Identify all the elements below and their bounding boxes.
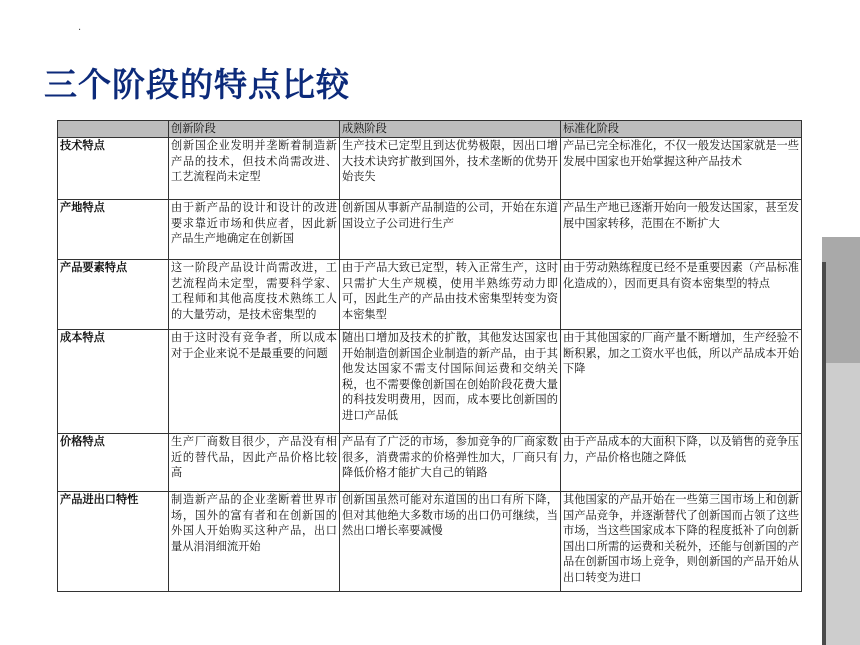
table-cell: 由于其他国家的厂商产量不断增加，生产经验不断积累，加之工资水平也低，所以产品成本开始下降 (561, 330, 802, 434)
table-row (58, 330, 802, 434)
table-cell: 由于产品成本的大面积下降，以及销售的竞争压力，产品价格也随之降低 (561, 434, 802, 492)
table-row (58, 260, 802, 330)
comparison-table (57, 120, 802, 592)
table-cell: 创新国从事新产品制造的公司，开始在东道国设立子公司进行生产 (340, 200, 561, 260)
table-cell: 创新国企业发明并垄断着制造新产品的技术，但技术尚需改进、工艺流程尚未定型 (169, 138, 340, 200)
table-row (58, 138, 802, 200)
table-cell: 产品生产地已逐渐开始向一般发达国家，甚至发展中国家转移，范围在不断扩大 (561, 200, 802, 260)
table-header-row (58, 121, 802, 138)
table-cell: 由于新产品的设计和设计的改进要求靠近市场和供应者，因此新产品生产地确定在创新国 (169, 200, 340, 260)
table-cell: 生产技术已定型且到达优势极限，因出口增大技术诀窍扩散到国外，技术垄断的优势开始丧失 (340, 138, 561, 200)
row-label: 产地特点 (58, 200, 169, 260)
table-cell: 由于产品大致已定型，转入正常生产，这时只需扩大生产规模，使用半熟练劳动力即可，因此生产的产品由技术密集型转变为资本密集型 (340, 260, 561, 330)
table-cell: 这一阶段产品设计尚需改进，工艺流程尚未定型，需要科学家、工程师和其他高度技术熟练工人的大量劳动，是技术密集型的 (169, 260, 340, 330)
table-cell: 创新国虽然可能对东道国的出口有所下降，但对其他绝大多数市场的出口仍可继续，当然出口增长率要减慢 (340, 492, 561, 592)
table-row (58, 200, 802, 260)
table-cell: 生产厂商数目很少，产品没有相近的替代品，因此产品价格比较高 (169, 434, 340, 492)
header-cell: 标准化阶段 (561, 121, 802, 138)
decor-strip (822, 262, 826, 645)
table-row (58, 434, 802, 492)
row-label: 产品进出口特性 (58, 492, 169, 592)
row-label: 价格特点 (58, 434, 169, 492)
header-cell: 创新阶段 (169, 121, 340, 138)
decor-dot: · (78, 25, 82, 36)
decor-bar-light (822, 363, 860, 645)
decor-bar-dark (822, 237, 860, 363)
table-cell: 由于劳动熟练程度已经不是重要因素（产品标准化造成的），因而更具有资本密集型的特点 (561, 260, 802, 330)
table-cell: 随出口增加及技术的扩散，其他发达国家也开始制造创新国企业制造的新产品，由于其他发达国家不需支付国际间运费和交纳关税，也不需要像创新国在创始阶段花费大量的科技发明费用，因而，成本要比创新国的进口产品低 (340, 330, 561, 434)
header-cell: 成熟阶段 (340, 121, 561, 138)
page-title: 三个阶段的特点比较 (44, 65, 350, 104)
table-cell: 产品已完全标准化，不仅一般发达国家就是一些发展中国家也开始掌握这种产品技术 (561, 138, 802, 200)
row-label: 产品要素特点 (58, 260, 169, 330)
table-cell: 由于这时没有竞争者，所以成本对于企业来说不是最重要的问题 (169, 330, 340, 434)
table-cell: 产品有了广泛的市场，参加竞争的厂商家数很多，消费需求的价格弹性加大，厂商只有降低价格才能扩大自己的销路 (340, 434, 561, 492)
table-row (58, 492, 802, 592)
header-cell (58, 121, 169, 138)
table-cell: 制造新产品的企业垄断着世界市场，国外的富有者和在创新国的外国人开始购买这种产品，出口量从涓涓细流开始 (169, 492, 340, 592)
row-label: 成本特点 (58, 330, 169, 434)
row-label: 技术特点 (58, 138, 169, 200)
table-cell: 其他国家的产品开始在一些第三国市场上和创新国产品竞争，并逐渐替代了创新国而占领了这些市场，当这些国家成本下降的程度抵补了向创新国出口所需的运费和关税外，还能与创新国的产品在创新国市场上竞争，则创新国的产品开始从出口转变为进口 (561, 492, 802, 592)
